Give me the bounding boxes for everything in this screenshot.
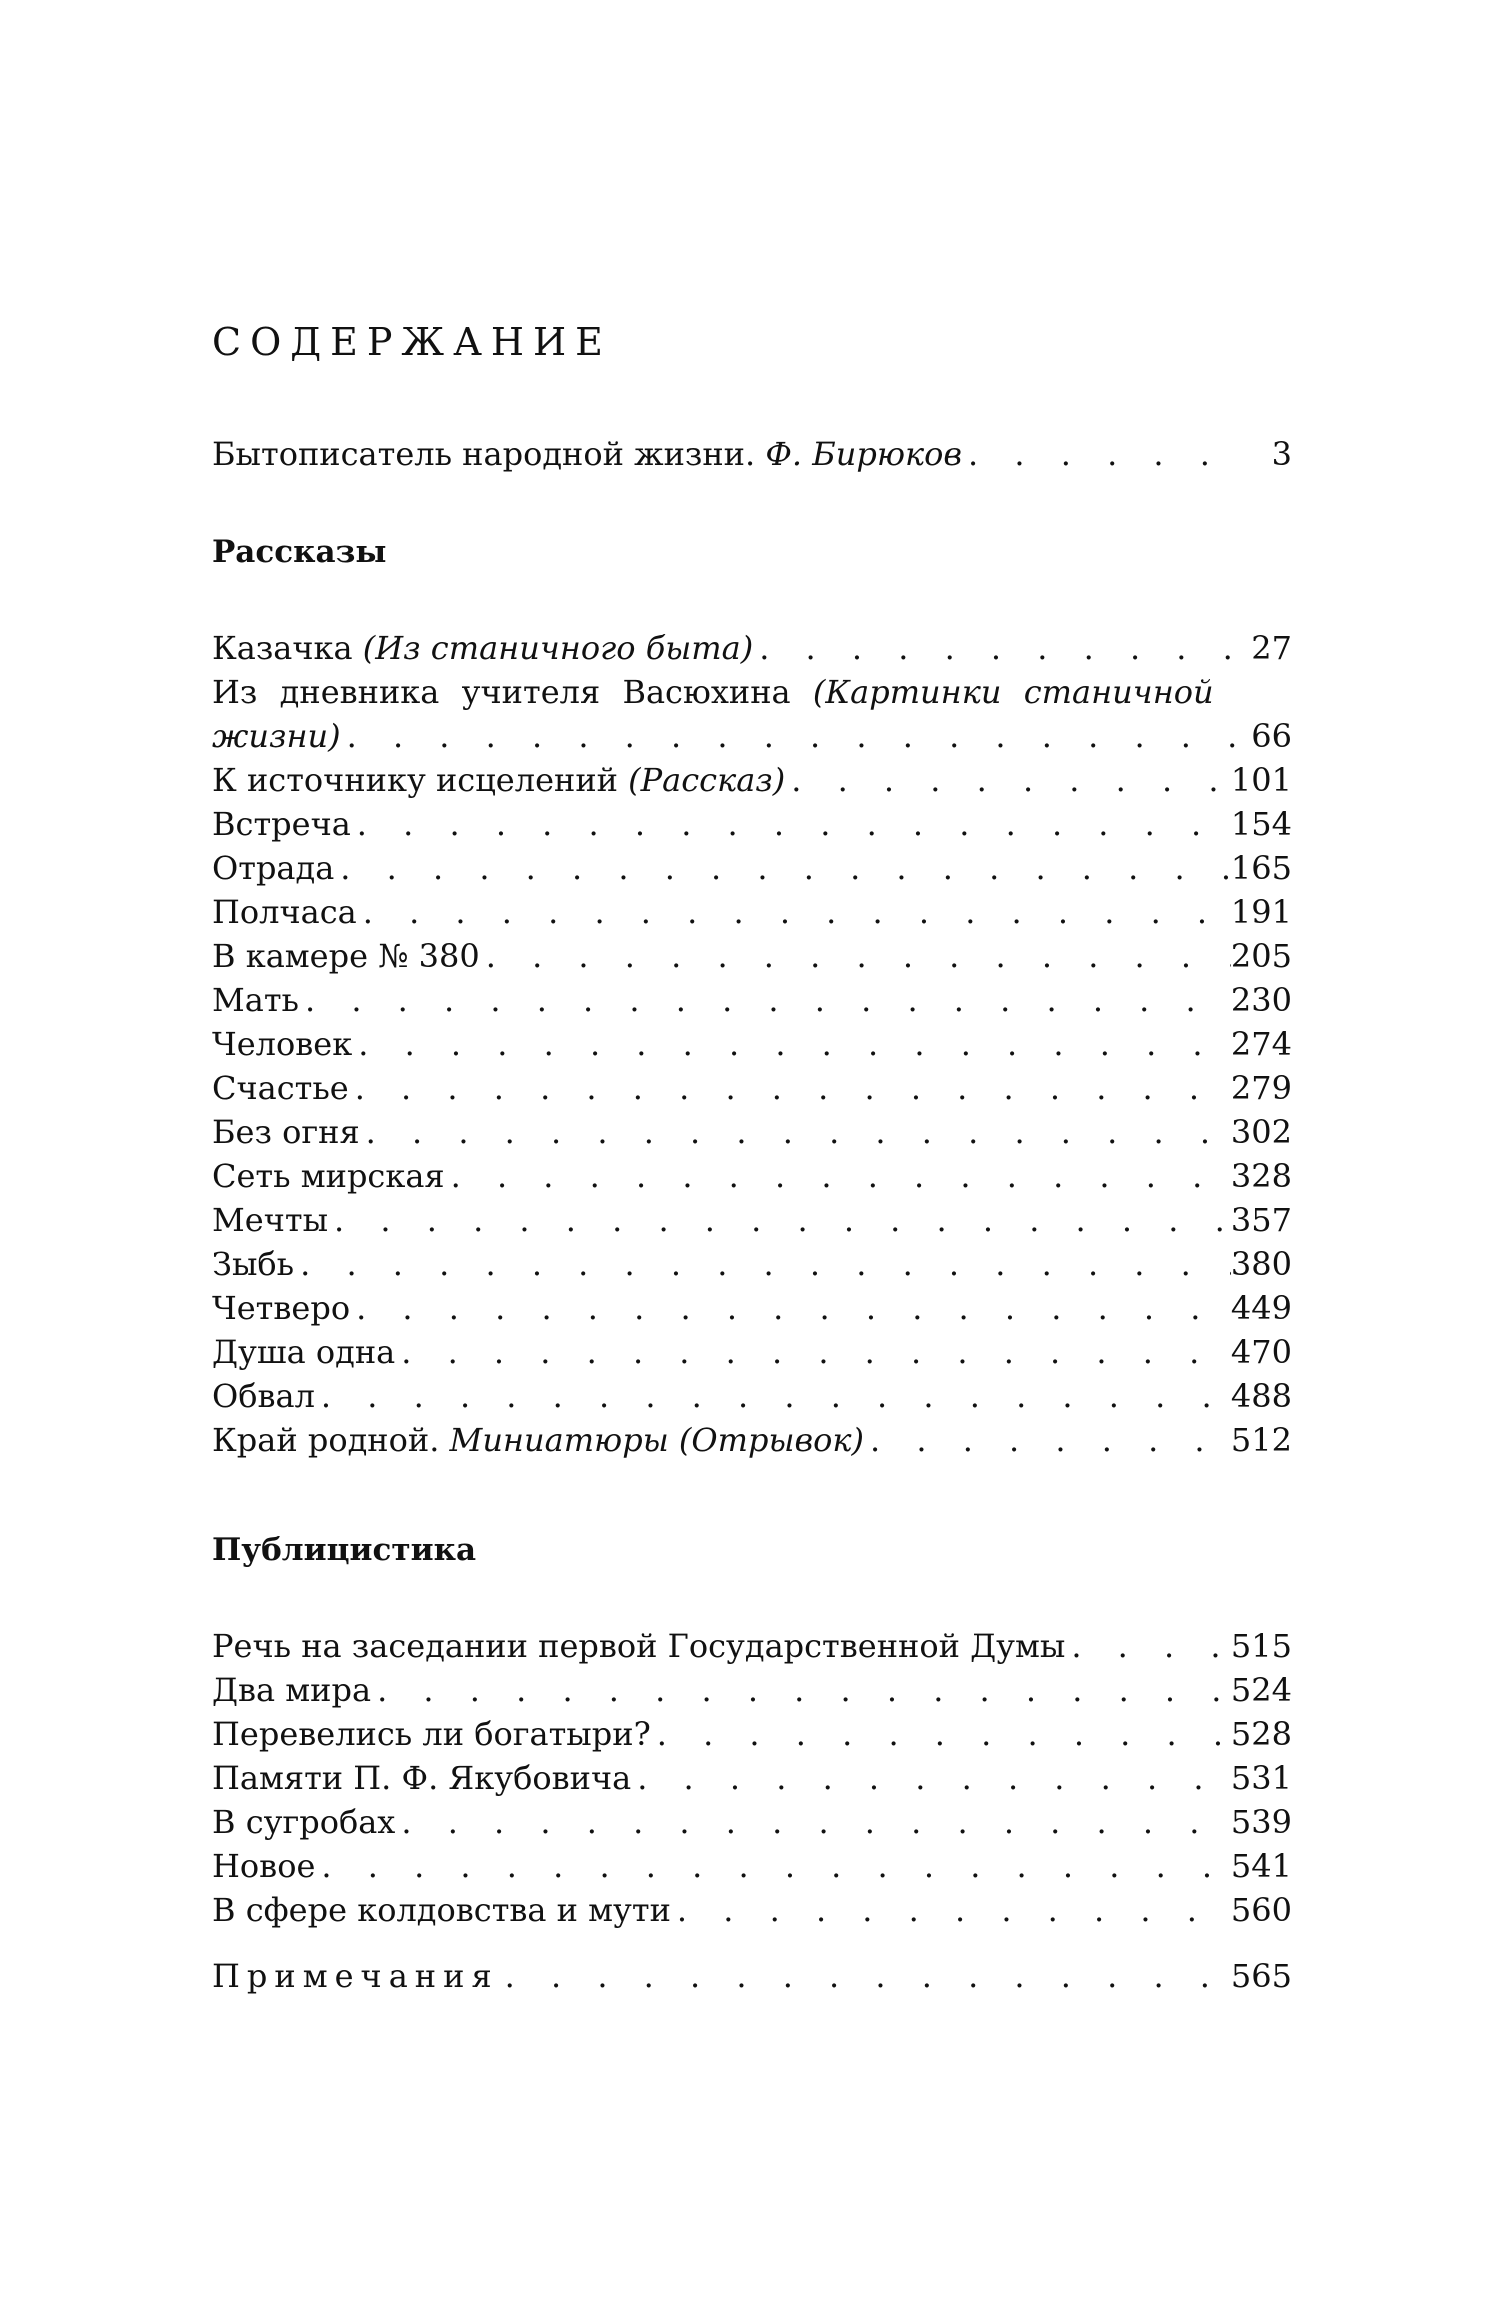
toc-entry[interactable] xyxy=(212,1418,1292,1462)
dot-leader xyxy=(445,1154,1231,1198)
page-number: 560 xyxy=(1230,1891,1292,1929)
toc-entry[interactable] xyxy=(212,1756,1292,1800)
dot-leader xyxy=(315,1844,1231,1888)
page-number: 528 xyxy=(1230,1715,1292,1753)
page-number: 101 xyxy=(1230,761,1292,799)
dot-leader xyxy=(651,1712,1231,1756)
page-number: 357 xyxy=(1230,1201,1292,1239)
dot-leader xyxy=(1065,1624,1231,1668)
page-number: 524 xyxy=(1230,1671,1292,1709)
dot-leader xyxy=(328,1198,1231,1242)
page-number: 205 xyxy=(1230,937,1292,975)
toc-entry[interactable] xyxy=(212,1374,1292,1418)
page-number: 531 xyxy=(1230,1759,1292,1797)
toc-entry[interactable] xyxy=(212,934,1292,978)
table-of-contents xyxy=(212,320,1292,2068)
entry-subtitle: (Рассказ) xyxy=(628,761,786,799)
toc-entry[interactable] xyxy=(212,1888,1292,1932)
entry-label: Человек xyxy=(212,1025,353,1063)
toc-entry[interactable] xyxy=(212,1712,1292,1756)
page-number: 512 xyxy=(1230,1421,1292,1459)
entry-label: Без огня xyxy=(212,1113,360,1151)
toc-entry[interactable] xyxy=(212,626,1292,670)
toc-entry[interactable] xyxy=(212,1066,1292,1110)
dot-leader xyxy=(349,1066,1231,1110)
page-number: 154 xyxy=(1230,805,1292,843)
page-number: 328 xyxy=(1230,1157,1292,1195)
entry-subtitle: Миниатюры (Отрывок) xyxy=(449,1421,865,1459)
dot-leader xyxy=(350,1286,1231,1330)
section-journalism xyxy=(212,1532,1292,1998)
entry-label: Счастье xyxy=(212,1069,349,1107)
page-number: 539 xyxy=(1230,1803,1292,1841)
toc-entry[interactable] xyxy=(212,1668,1292,1712)
entry-label: Памяти П. Ф. Якубовича xyxy=(212,1759,632,1797)
entry-label: Полчаса xyxy=(212,893,357,931)
toc-entry[interactable] xyxy=(212,1800,1292,1844)
dot-leader xyxy=(315,1374,1231,1418)
dot-leader xyxy=(395,1330,1231,1374)
entry-label: Бытописатель народной жизни. Ф. Бирюков xyxy=(212,435,963,473)
toc-entry[interactable] xyxy=(212,758,1292,802)
toc-entry[interactable] xyxy=(212,1242,1292,1286)
entry-label: Новое xyxy=(212,1847,316,1885)
page-title: СОДЕРЖАНИЕ xyxy=(212,320,612,364)
page-number: 449 xyxy=(1230,1289,1292,1327)
dot-leader xyxy=(334,846,1231,890)
dot-leader xyxy=(352,1022,1231,1066)
dot-leader xyxy=(294,1242,1231,1286)
entry-label-line-2 xyxy=(212,714,1292,758)
toc-entry[interactable] xyxy=(212,802,1292,846)
page-number: 191 xyxy=(1230,893,1292,931)
entry-label: Два мира xyxy=(212,1671,372,1709)
dot-leader xyxy=(480,934,1231,978)
toc-entry-notes[interactable] xyxy=(212,1954,1292,1998)
dot-leader xyxy=(357,890,1231,934)
dot-leader xyxy=(785,758,1231,802)
intro-entry xyxy=(212,432,1292,476)
entry-subtitle: жизни) xyxy=(212,717,341,755)
toc-entry[interactable] xyxy=(212,1198,1292,1242)
page-number: 515 xyxy=(1230,1627,1292,1665)
entry-label: Казачка (Из станичного быта) xyxy=(212,629,754,667)
dot-leader xyxy=(299,978,1231,1022)
entry-label: В камере № 380 xyxy=(212,937,480,975)
page-number: 274 xyxy=(1230,1025,1292,1063)
page-number: 380 xyxy=(1230,1245,1292,1283)
toc-entry[interactable] xyxy=(212,1624,1292,1668)
entry-label: Речь на заседании первой Государственной Думы xyxy=(212,1627,1066,1665)
dot-leader xyxy=(499,1954,1231,1998)
page-number: 279 xyxy=(1230,1069,1292,1107)
entry-label: Обвал xyxy=(212,1377,315,1415)
dot-leader xyxy=(360,1110,1231,1154)
toc-entry[interactable] xyxy=(212,978,1292,1022)
entry-label: Сеть мирская xyxy=(212,1157,445,1195)
toc-entry[interactable] xyxy=(212,1110,1292,1154)
page-number: 302 xyxy=(1230,1113,1292,1151)
toc-entry[interactable] xyxy=(212,1154,1292,1198)
dot-leader xyxy=(341,714,1236,758)
page-number: 66 xyxy=(1251,717,1292,755)
toc-entry[interactable] xyxy=(212,1330,1292,1374)
entry-label: Отрада xyxy=(212,849,335,887)
entry-label: Встреча xyxy=(212,805,351,843)
dot-leader xyxy=(351,802,1231,846)
entry-label: Мечты xyxy=(212,1201,329,1239)
dot-leader xyxy=(671,1888,1231,1932)
entry-label: Край родной. Миниатюры (Отрывок) xyxy=(212,1421,865,1459)
entry-label: Мать xyxy=(212,981,299,1019)
dot-leader xyxy=(631,1756,1231,1800)
toc-entry[interactable] xyxy=(212,1286,1292,1330)
toc-entry[interactable] xyxy=(212,432,1292,476)
section-title: Публицистика xyxy=(212,1532,477,1568)
page-number: 230 xyxy=(1230,981,1292,1019)
dot-leader xyxy=(864,1418,1231,1462)
dot-leader xyxy=(395,1800,1231,1844)
page-number: 488 xyxy=(1230,1377,1292,1415)
section-stories xyxy=(212,534,1292,1462)
toc-entry[interactable] xyxy=(212,890,1292,934)
toc-entry[interactable] xyxy=(212,1022,1292,1066)
dot-leader xyxy=(371,1668,1231,1712)
toc-entry-multiline[interactable] xyxy=(212,670,1292,758)
section-title: Рассказы xyxy=(212,534,387,570)
entry-label-line-1: Из дневника учителя Васюхина (Картинки станичной xyxy=(212,673,1214,711)
entry-label: Примечания xyxy=(212,1957,499,1995)
entry-author: Ф. Бирюков xyxy=(765,435,963,473)
toc-entry[interactable] xyxy=(212,1844,1292,1888)
toc-entry[interactable] xyxy=(212,846,1292,890)
entry-label: Душа одна xyxy=(212,1333,396,1371)
dot-leader xyxy=(753,626,1236,670)
entry-subtitle: (Из станичного быта) xyxy=(362,629,754,667)
page-number: 565 xyxy=(1230,1957,1292,1995)
page-number: 541 xyxy=(1230,1847,1292,1885)
page-number: 470 xyxy=(1230,1333,1292,1371)
entry-label: Четверо xyxy=(212,1289,351,1327)
page-number: 165 xyxy=(1230,849,1292,887)
page-number: 27 xyxy=(1251,629,1292,667)
entry-label: В сфере колдовства и мути xyxy=(212,1891,671,1929)
entry-label: Зыбь xyxy=(212,1245,295,1283)
entry-label: Перевелись ли богатыри? xyxy=(212,1715,651,1753)
page-number: 3 xyxy=(1271,435,1292,473)
entry-label: В сугробах xyxy=(212,1803,396,1841)
dot-leader xyxy=(962,432,1236,476)
entry-label: К источнику исцелений (Рассказ) xyxy=(212,761,786,799)
